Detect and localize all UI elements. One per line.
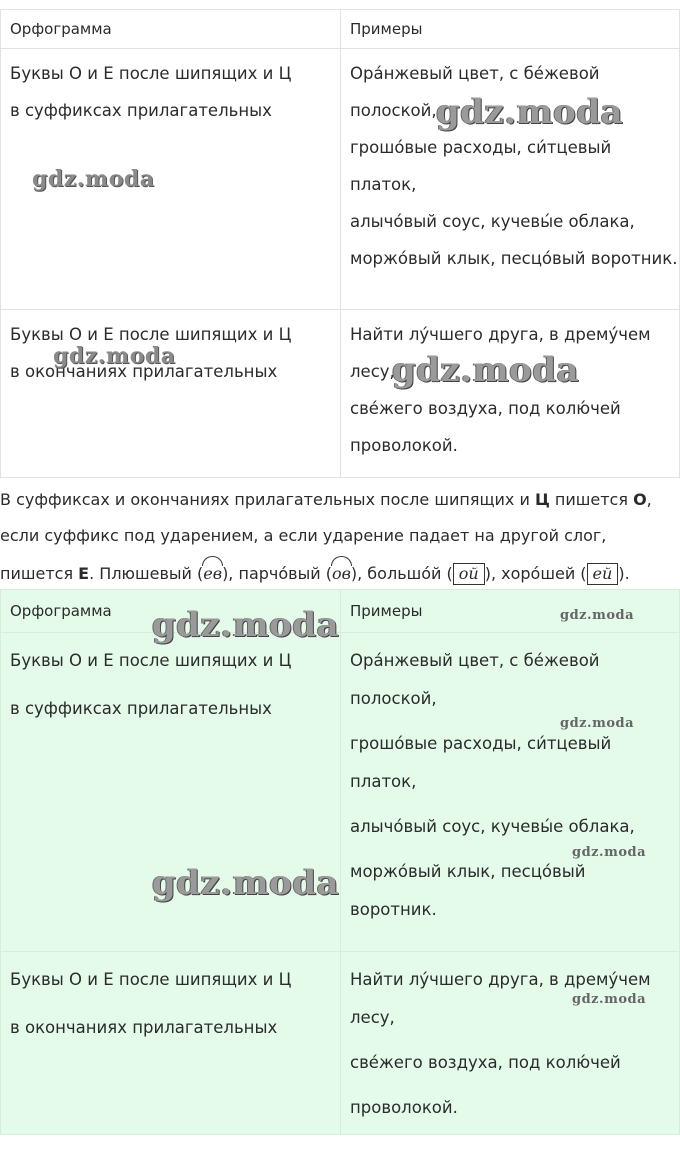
- rule-line: в суффиксах прилагательных: [10, 699, 272, 718]
- column-header-examples: Примеры: [350, 602, 423, 620]
- rule-cell-endings: [1, 310, 341, 478]
- example-line: проволокой.: [350, 436, 458, 455]
- column-header-orthogram: Орфограмма: [10, 20, 112, 38]
- watermark: gdz.moda: [53, 343, 176, 369]
- watermark: gdz.moda: [152, 863, 340, 903]
- example-line: алычо́вый соус, кучевы́е облака,: [350, 212, 635, 231]
- ending-mark: ей: [587, 563, 619, 585]
- example-line: све́жего воздуха, под колю́чей: [350, 1053, 621, 1072]
- watermark: gdz.moda: [572, 992, 647, 1007]
- explanation-text: . Плюшевый (: [89, 564, 204, 583]
- rule-line: в окончаниях прилагательных: [10, 1018, 278, 1037]
- watermark: gdz.moda: [152, 605, 340, 645]
- examples-cell-suffixes: [341, 49, 680, 310]
- ending-mark: ой: [453, 563, 485, 585]
- explanation-line-2: если суффикс под ударением, а если ударение падает на другой слог,: [0, 526, 607, 545]
- explanation-text: пишется: [0, 564, 79, 583]
- rule-line: Буквы О и Е после шипящих и Ц: [10, 325, 292, 344]
- explanation-text: ), парчо́вый (: [222, 564, 332, 583]
- example-line: воротник.: [350, 900, 437, 919]
- example-line: Найти лу́чшего друга, в дрему́чем: [350, 325, 651, 344]
- explanation-text: ,: [646, 490, 652, 509]
- example-line: Найти лу́чшего друга, в дрему́чем: [350, 970, 651, 989]
- explanation-line-3: [0, 554, 680, 590]
- example-line: платок,: [350, 175, 417, 194]
- example-line: све́жего воздуха, под колю́чей: [350, 399, 621, 418]
- explanation-text: ).: [618, 564, 630, 583]
- header-cell-examples: [341, 590, 680, 633]
- explanation-text: ), хоро́шей (: [484, 564, 587, 583]
- example-line: проволокой.: [350, 1098, 458, 1117]
- column-header-examples: Примеры: [350, 20, 423, 38]
- bold-letter: О: [633, 490, 647, 509]
- rule-line: в окончаниях прилагательных: [10, 362, 278, 381]
- explanation-text: пишется: [549, 490, 634, 509]
- suffix-mark: ов: [332, 554, 351, 592]
- bold-letter: Е: [78, 564, 90, 583]
- rule-cell-endings: [1, 952, 341, 1135]
- example-line: лесу,: [350, 362, 395, 381]
- watermark: gdz.moda: [436, 92, 624, 132]
- header-cell-orthogram: [1, 10, 341, 49]
- watermark: gdz.moda: [32, 166, 155, 192]
- rule-line: Буквы О и Е после шипящих и Ц: [10, 970, 292, 989]
- example-line: полоской,: [350, 689, 437, 708]
- example-line: моржо́вый клык, песцо́вый воротник.: [350, 249, 678, 268]
- header-cell-orthogram: [1, 590, 341, 633]
- explanation-text: В суффиксах и окончаниях прилагательных после шипящих и: [0, 490, 535, 509]
- examples-cell-endings: [341, 310, 680, 478]
- spelling-table-2: [0, 589, 680, 1135]
- example-line: грошо́вые расходы, си́тцевый: [350, 138, 612, 157]
- explanation-line-1: [0, 482, 680, 518]
- example-line: Ора́нжевый цвет, с бе́жевой: [350, 64, 600, 83]
- rule-line: Буквы О и Е после шипящих и Ц: [10, 64, 292, 83]
- rule-line: в суффиксах прилагательных: [10, 101, 272, 120]
- suffix-mark: ев: [203, 554, 222, 592]
- watermark: gdz.moda: [560, 716, 635, 731]
- spelling-table-1: [0, 9, 680, 478]
- watermark: gdz.moda: [560, 608, 635, 623]
- rule-cell-suffixes: [1, 49, 341, 310]
- example-line: Ора́нжевый цвет, с бе́жевой: [350, 651, 600, 670]
- header-cell-examples: [341, 10, 680, 49]
- explanation-text: ), большо́й (: [350, 564, 453, 583]
- example-line: платок,: [350, 772, 417, 791]
- examples-cell-suffixes: [341, 633, 680, 952]
- example-line: моржо́вый клык, песцо́вый: [350, 862, 586, 881]
- rule-line: Буквы О и Е после шипящих и Ц: [10, 651, 292, 670]
- rule-explanation: [0, 482, 680, 590]
- examples-cell-endings: [341, 952, 680, 1135]
- watermark: gdz.moda: [392, 350, 580, 390]
- example-line: лесу,: [350, 1008, 395, 1027]
- bold-letter: Ц: [534, 490, 550, 509]
- example-line: полоской,: [350, 101, 437, 120]
- rule-cell-suffixes: [1, 633, 341, 952]
- column-header-orthogram: Орфограмма: [10, 602, 112, 620]
- example-line: алычо́вый соус, кучевы́е облака,: [350, 817, 635, 836]
- watermark: gdz.moda: [572, 845, 647, 860]
- example-line: грошо́вые расходы, си́тцевый: [350, 734, 612, 753]
